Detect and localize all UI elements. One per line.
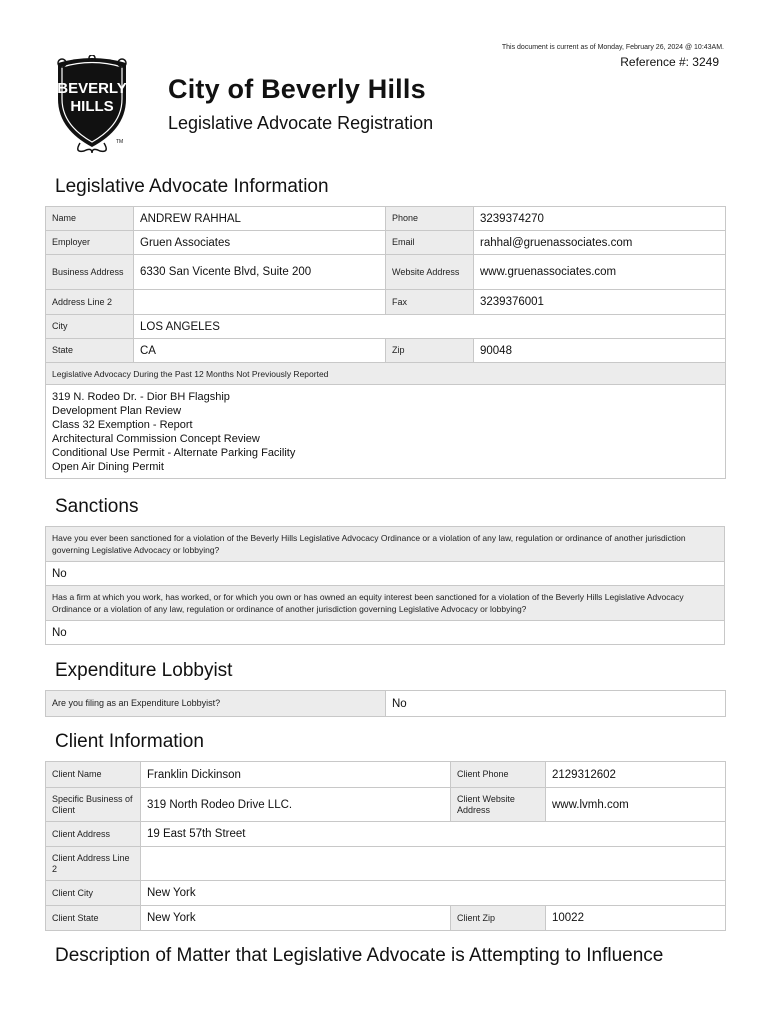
page-subtitle: Legislative Advocate Registration	[168, 113, 434, 133]
table-row	[46, 290, 726, 315]
client-name-value: Franklin Dickinson	[141, 762, 451, 788]
email-label: Email	[386, 231, 474, 255]
table-row	[46, 586, 725, 621]
table-row	[46, 527, 725, 562]
client-city-label: Client City	[46, 881, 141, 906]
table-row	[46, 881, 726, 906]
table-row	[46, 562, 725, 586]
client-phone-label: Client Phone	[451, 762, 546, 788]
client-business-label: Specific Business of Client	[46, 788, 141, 822]
page-title: City of Beverly Hills	[168, 74, 426, 104]
business-address-value: 6330 San Vicente Blvd, Suite 200	[134, 255, 386, 290]
state-value: CA	[134, 339, 386, 363]
client-website-value: www.lvmh.com	[546, 788, 726, 822]
section-heading-client: Client Information	[55, 731, 204, 752]
client-zip-label: Client Zip	[451, 906, 546, 931]
seal-text-beverly: BEVERLY	[57, 80, 127, 97]
section-heading-matter: Description of Matter that Legislative Advocate is Attempting to Influence	[55, 945, 664, 966]
sanction-answer-1: No	[46, 562, 725, 586]
section-heading-sanctions: Sanctions	[55, 496, 139, 517]
address-line2-label: Address Line 2	[46, 290, 134, 315]
table-row	[46, 231, 726, 255]
expenditure-table	[45, 690, 726, 717]
city-label: City	[46, 315, 134, 339]
expenditure-question: Are you filing as an Expenditure Lobbyist?	[46, 691, 386, 717]
zip-value: 90048	[474, 339, 726, 363]
table-row	[46, 906, 726, 931]
list-item: Class 32 Exemption - Report	[52, 418, 193, 431]
sanction-question-2: Has a firm at which you work, has worked, or for which you own or has owned an equity interest been sanctioned for a violation of the Beverly Hills Legislative Advocacy Ordinance or a violation of any law, regulation or ordinance of another jurisdiction governing Legislative Advocacy or lobbying?	[46, 586, 725, 621]
business-address-label: Business Address	[46, 255, 134, 290]
employer-value: Gruen Associates	[134, 231, 386, 255]
client-address-value: 19 East 57th Street	[141, 822, 726, 847]
table-row	[46, 822, 726, 847]
table-row	[46, 255, 726, 290]
expenditure-answer: No	[386, 691, 726, 717]
fax-label: Fax	[386, 290, 474, 315]
client-zip-value: 10022	[546, 906, 726, 931]
table-row	[46, 385, 726, 479]
client-address-line2-label: Client Address Line 2	[46, 847, 141, 881]
list-item: Conditional Use Permit - Alternate Parking Facility	[52, 446, 296, 459]
client-state-value: New York	[141, 906, 451, 931]
advocate-info-table	[45, 206, 726, 479]
advocacy-label: Legislative Advocacy During the Past 12 Months Not Previously Reported	[46, 363, 726, 385]
reference-number: Reference #: 3249	[620, 55, 719, 69]
sanction-question-1: Have you ever been sanctioned for a violation of the Beverly Hills Legislative Advocacy Ordinance or a violation of any law, regulation or ordinance of another jurisdiction governing Legislative Advocacy or lobbying?	[46, 527, 725, 562]
client-address-line2-value	[141, 847, 726, 881]
phone-value: 3239374270	[474, 207, 726, 231]
client-name-label: Client Name	[46, 762, 141, 788]
email-value: rahhal@gruenassociates.com	[474, 231, 726, 255]
table-row	[46, 315, 726, 339]
client-city-value: New York	[141, 881, 726, 906]
client-address-label: Client Address	[46, 822, 141, 847]
address-line2-value	[134, 290, 386, 315]
phone-label: Phone	[386, 207, 474, 231]
name-label: Name	[46, 207, 134, 231]
client-info-table	[45, 761, 726, 931]
table-row	[46, 339, 726, 363]
client-state-label: Client State	[46, 906, 141, 931]
state-label: State	[46, 339, 134, 363]
section-heading-advocate: Legislative Advocate Information	[55, 176, 329, 197]
list-item: 319 N. Rodeo Dr. - Dior BH Flagship	[52, 390, 230, 403]
fax-value: 3239376001	[474, 290, 726, 315]
seal-trademark: TM	[116, 139, 124, 145]
client-business-value: 319 North Rodeo Drive LLC.	[141, 788, 451, 822]
table-row	[46, 788, 726, 822]
currency-note: This document is current as of Monday, February 26, 2024 @ 10:43AM.	[501, 44, 724, 51]
list-item: Architectural Commission Concept Review	[52, 432, 260, 445]
city-value: LOS ANGELES	[134, 315, 726, 339]
name-value: ANDREW RAHHAL	[134, 207, 386, 231]
employer-label: Employer	[46, 231, 134, 255]
table-row	[46, 691, 726, 717]
section-heading-expenditure: Expenditure Lobbyist	[55, 660, 233, 681]
city-seal-logo	[52, 55, 132, 155]
client-phone-value: 2129312602	[546, 762, 726, 788]
table-row	[46, 363, 726, 385]
seal-text-hills: HILLS	[70, 98, 114, 115]
list-item: Development Plan Review	[52, 404, 182, 417]
table-row	[46, 207, 726, 231]
website-value: www.gruenassociates.com	[474, 255, 726, 290]
website-label: Website Address	[386, 255, 474, 290]
sanction-answer-2: No	[46, 621, 725, 645]
zip-label: Zip	[386, 339, 474, 363]
table-row	[46, 847, 726, 881]
client-website-label: Client Website Address	[451, 788, 546, 822]
advocacy-list	[46, 385, 726, 479]
table-row	[46, 762, 726, 788]
table-row	[46, 621, 725, 645]
list-item: Open Air Dining Permit	[52, 460, 164, 473]
sanctions-table	[45, 526, 725, 645]
